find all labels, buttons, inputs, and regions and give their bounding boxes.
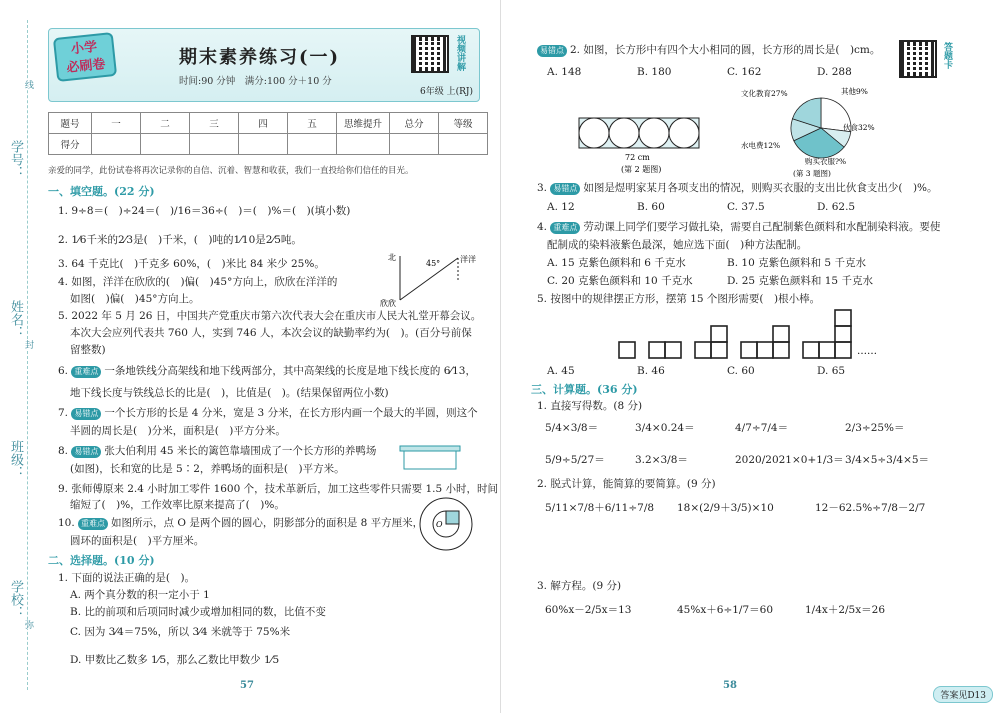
score-cell: 思维提升 [337,113,390,134]
choice-4-d[interactable]: D. 25 克紫色颜料和 15 千克水 [727,275,873,287]
score-cell: 三 [190,113,239,134]
choice-1-b[interactable]: B. 比的前项和后项同时减少或增加相同的数，比值不变 [70,606,326,618]
error-prone-tag: 易错点 [71,446,101,458]
binding-margin [0,0,40,713]
class-label: 班级： [8,440,23,479]
square-pattern-figure [617,308,877,360]
calc-3-item: 1/4x＋2/5x＝26 [805,604,886,616]
cut-mark-xian: 线 [23,80,33,89]
choice-4-a[interactable]: A. 15 克紫色颜料和 6 千克水 [547,257,686,269]
badge-line1: 小学 [70,39,98,58]
choice-3-b[interactable]: B. 60 [637,201,665,213]
svg-text:……: …… [857,346,877,357]
right-page [500,0,1000,713]
choice-5-c[interactable]: C. 60 [727,365,755,377]
series-badge [53,32,117,82]
question-10a: 10. 重难点 如图所示，点 O 是两个圆的圆心，阴影部分的面积是 8 平方厘米， [58,517,424,529]
cut-line [27,20,28,690]
exam-info: 时间:90 分钟 满分:100 分＋10 分 [179,76,332,87]
figure-2-caption: (第 2 题图) [621,165,662,174]
duck-pen-figure [398,444,464,474]
choice-3-text: 如图是煜明家某月各项支出的情况，则购买衣服的支出比伙食支出少( )%。 [583,182,938,194]
qr-code-icon[interactable] [899,40,937,78]
choice-4a: 4. 重难点 劳动课上同学们要学习做扎染，需要自己配制紫色颜料和水配制染料液。要使 [537,221,941,233]
page-number-left: 57 [240,680,254,691]
score-input[interactable] [288,134,337,155]
question-8a: 8. 易错点 张大伯利用 45 米长的篱笆靠墙围成了一个长方形的养鸭场 [58,445,377,457]
calc-1-item: 2/3÷25%＝ [845,422,905,434]
score-cell: 四 [239,113,288,134]
calc-1-title: 1. 直接写得数。(8 分) [537,400,643,412]
score-input[interactable] [92,134,141,155]
score-row-label: 得分 [49,134,92,155]
choice-3-a[interactable]: A. 12 [547,201,575,213]
answer-card-label: 答题卡 [942,42,952,69]
score-input[interactable] [190,134,239,155]
pie-label-food: 伙食32% [843,123,875,132]
pie-label-other: 其他9% [841,87,868,96]
score-input[interactable] [337,134,390,155]
choice-1: 1. 下面的说法正确的是( )。 [58,572,196,584]
question-5a: 5. 2022 年 5 月 26 日，中国共产党重庆市第六次代表大会在重庆市人民大礼堂开幕会议。 [58,310,482,322]
cut-mark-mi: 弥 [23,620,33,629]
question-5b: 本次大会应列代表共 760 人，实到 746 人，本次会议的缺勤率约为( )。(百分号前保 [70,327,472,339]
calc-1-item: 5/4×3/8＝ [545,422,599,434]
score-table [48,112,488,155]
key-point-tag: 重难点 [71,366,101,378]
choice-1-c[interactable]: C. 因为 3⁄4＝75%，所以 3⁄4 米就等于 75%米 [70,626,291,638]
school-label: 学校： [8,580,23,619]
choice-2-c[interactable]: C. 162 [727,66,762,78]
header-band [48,28,480,102]
answer-link[interactable]: 答案见D13 [933,686,993,703]
key-point-tag: 重难点 [550,222,580,234]
section-fill-blank: 一、填空题。(22 分) [48,185,155,198]
choice-2 [537,42,880,58]
score-cell: 五 [288,113,337,134]
direction-figure [380,250,480,308]
question-8a-text: 张大伯利用 45 米长的篱笆靠墙围成了一个长方形的养鸭场 [104,445,377,457]
figure-3-caption: (第 3 题图) [793,169,831,178]
circles-rectangle-figure [575,114,705,176]
calc-2-item: 12－62.5%÷7/8－2/7 [815,502,926,514]
choice-5-b[interactable]: B. 46 [637,365,665,377]
calc-3-item: 60%x－2/5x＝13 [545,604,632,616]
calc-3-item: 45%x＋6÷1/7＝60 [677,604,773,616]
score-input[interactable] [239,134,288,155]
error-prone-tag: 易错点 [537,45,567,57]
calc-2-item: 5/11×7/8＋6/11÷7/8 [545,502,655,514]
question-5c: 留整数) [70,344,106,356]
qr-code-icon[interactable] [411,35,449,73]
question-8b: (如图)，长和宽的比是 5∶2，养鸭场的面积是( )平方米。 [70,463,345,475]
pie-label-clothes: 购买衣服?% [805,157,847,166]
question-1: 1. 9÷8＝( )÷24＝( )/16＝36÷( )＝( )%＝( )(填小数) [58,205,351,217]
error-prone-tag: 易错点 [550,183,580,195]
xinxin-label: 欣欣 [380,299,396,308]
cut-mark-feng: 封 [23,340,33,349]
question-10b: 圆环的面积是( )平方厘米。 [70,535,205,547]
score-cell: 一 [92,113,141,134]
name-label: 姓名： [8,300,23,339]
calc-1-item: 2020/2021×0+1/3＝ [735,454,844,466]
student-id-label: 学号： [8,140,23,179]
calc-1-item: 3/4×0.24＝ [635,422,695,434]
video-label: 视频讲解 [455,35,465,71]
badge-line2: 必刷卷 [65,56,107,76]
calc-1-item: 3/4×5÷3/4×5＝ [845,454,930,466]
pie-chart [737,82,897,178]
calc-3-title: 3. 解方程。(9 分) [537,580,622,592]
question-6a-text: 一条地铁线分高架线和地下线两部分，其中高架线的长度是地下线长度的 6⁄13， [104,365,476,377]
question-7a: 7. 易错点 一个长方形的长是 4 分米，宽是 3 分米，在长方形内画一个最大的半圆，则这个 [58,407,478,419]
choice-3: 3. 易错点 如图是煜明家某月各项支出的情况，则购买衣服的支出比伙食支出少( )%。 [537,182,938,194]
question-3: 3. 64 千克比( )千克多 60%，( )米比 84 米少 25%。 [58,258,325,270]
choice-2-b[interactable]: B. 180 [637,66,672,78]
question-2: 2. 1⁄6千米的2⁄3是( )千米，( )吨的1⁄10是2⁄5吨。 [58,234,302,246]
yangyang-label: 洋洋 [460,255,476,264]
angle-label: 45° [426,259,441,268]
choice-5: 5. 按图中的规律摆正方形，摆第 15 个图形需要( )根小棒。 [537,293,821,305]
score-cell: 二 [141,113,190,134]
choice-4b: 配制成的染料液紫色最深，她应选下面( )种方法配制。 [547,239,808,251]
question-9a: 9. 张师傅原来 2.4 小时加工零件 1600 个，技术革新后，加工这些零件只需要 1.5 小时，时间 [58,483,498,495]
calc-2-item: 18×(2/9＋3/5)×10 [677,502,774,514]
section-calculation: 三、计算题。(36 分) [531,383,638,396]
question-6b: 地下线长度与铁线总长的比是( )，比值是( )。(结果保留两位小数) [70,387,389,399]
choice-1-a[interactable]: A. 两个真分数的积一定小于 1 [70,589,210,601]
calc-1-item: 4/7÷7/4＝ [735,422,789,434]
score-header-row [49,113,488,134]
choice-4-c[interactable]: C. 20 克紫色颜料和 10 千克水 [547,275,693,287]
question-6a: 6. 重难点 一条地铁线分高架线和地下线两部分，其中高架线的长度是地下线长度的 6⁄13， [58,365,476,377]
page-number-right: 58 [723,680,737,691]
choice-2-text: 2. 如图，长方形中有四个大小相同的圆，长方形的周长是( )cm。 [570,44,881,56]
calc-2-title: 2. 脱式计算，能简算的要简算。(9 分) [537,478,716,490]
choice-3-c[interactable]: C. 37.5 [727,201,765,213]
error-prone-tag: 易错点 [71,408,101,420]
page-title: 期末素养练习(一) [179,47,341,68]
question-7b: 半圆的周长是( )分米，面积是( )平方分米。 [70,425,286,437]
question-9b: 缩短了( )%，工作效率比原来提高了( )%。 [70,499,285,511]
choice-4-b[interactable]: B. 10 克紫色颜料和 5 千克水 [727,257,866,269]
intro-note: 亲爱的同学，此份试卷将再次记录你的自信、沉着、智慧和收获，我们一直投给你们信任的目光。 [48,166,414,176]
choice-3-d[interactable]: D. 62.5 [817,201,856,213]
question-4a: 4. 如图，洋洋在欣欣的( )偏( )45°方向上，欣欣在洋洋的 [58,276,338,288]
choice-4a-text: 劳动课上同学们要学习做扎染，需要自己配制紫色颜料和水配制染料液。要使 [583,221,941,233]
svg-text:O: O [436,520,443,529]
score-cell: 题号 [49,113,92,134]
pie-label-utilities: 水电费12% [741,141,781,150]
score-input[interactable] [439,134,488,155]
choice-1-d[interactable]: D. 甲数比乙数多 1⁄5，那么乙数比甲数少 1⁄5 [70,654,280,666]
section-choice: 二、选择题。(10 分) [48,554,155,567]
score-input[interactable] [390,134,439,155]
score-cell: 等级 [439,113,488,134]
choice-5-d[interactable]: D. 65 [817,365,846,377]
north-label: 北 [388,253,396,262]
calc-1-item: 3.2×3/8＝ [635,454,688,466]
question-4b: 如图( )偏( )45°方向上。 [70,293,200,305]
choice-2-a[interactable]: A. 148 [547,66,582,78]
key-point-tag: 重难点 [78,518,108,530]
length-label: 72 cm [625,153,650,162]
choice-5-a[interactable]: A. 45 [547,365,575,377]
pie-label-culture: 文化教育27% [741,89,788,98]
grade-label: 6年级 上(RJ) [420,87,473,97]
score-value-row [49,134,488,155]
score-input[interactable] [141,134,190,155]
choice-2-d[interactable]: D. 288 [817,66,852,78]
score-cell: 总分 [390,113,439,134]
question-10a-text: 如图所示，点 O 是两个圆的圆心，阴影部分的面积是 8 平方厘米， [111,517,424,529]
calc-1-item: 5/9÷5/27＝ [545,454,605,466]
ring-figure [418,496,474,552]
question-7a-text: 一个长方形的长是 4 分米，宽是 3 分米，在长方形内画一个最大的半圆，则这个 [104,407,478,419]
